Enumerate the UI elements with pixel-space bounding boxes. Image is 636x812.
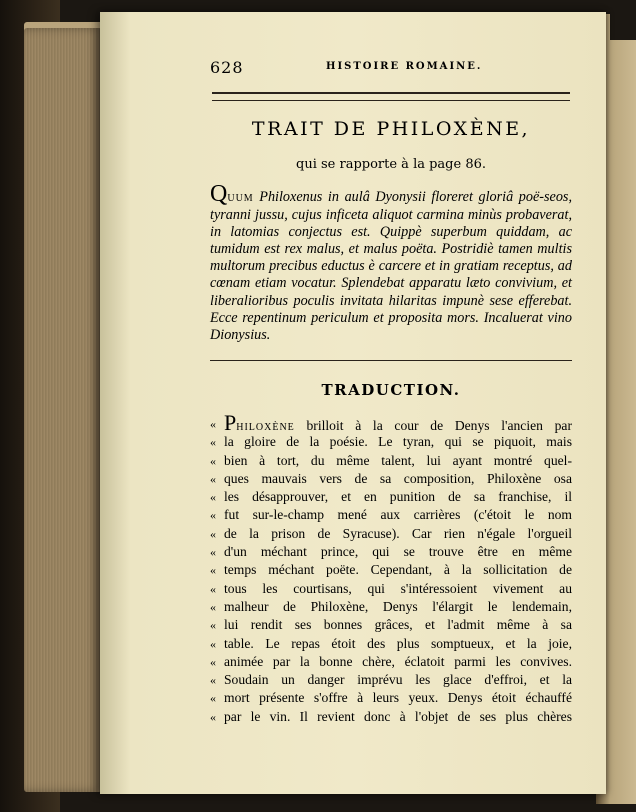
translation-line-text: par le vin. Il revient donc à l'objet de ses plus chères bbox=[224, 708, 572, 724]
translation-line bbox=[210, 452, 572, 470]
translation-line-text: la gloire de la poésie. Le tyran, qui se piquoit, mais bbox=[224, 434, 572, 450]
translation-line-text: Soudain un danger imprévu les glace d'effroi, et la bbox=[224, 672, 572, 688]
quote-mark: « bbox=[210, 673, 216, 688]
translation-line bbox=[210, 470, 572, 488]
translation-line bbox=[210, 616, 572, 634]
translation-line bbox=[210, 506, 572, 524]
translation-line-text: ques mauvais vers de sa composition, Philoxène osa bbox=[224, 470, 572, 486]
translation-smallcaps: HILOXÈNE bbox=[236, 422, 295, 433]
quote-mark: « bbox=[210, 526, 216, 541]
quote-mark: « bbox=[210, 508, 216, 523]
quote-mark: « bbox=[210, 563, 216, 578]
translation-line-text: les désapprouver, et en punition de sa franchise, il bbox=[224, 489, 572, 505]
page-edges-stack bbox=[24, 28, 102, 792]
translation-line-text: animée par la bonne chère, éclatoit parmi les convives. bbox=[224, 653, 572, 669]
quote-mark: « bbox=[210, 691, 216, 706]
translation-line-text: de la prison de Syracuse). Car rien n'égale l'orgueil bbox=[224, 525, 572, 541]
running-title: HISTOIRE ROMAINE. bbox=[326, 61, 483, 72]
translation-line bbox=[210, 598, 572, 616]
background-corner bbox=[610, 0, 636, 40]
translation-line-text: lui rendit ses bonnes grâces, et l'admit même à sa bbox=[224, 617, 572, 633]
translation-lines bbox=[210, 433, 572, 726]
translation-line bbox=[210, 671, 572, 689]
translation-heading: TRADUCTION. bbox=[321, 381, 461, 399]
quote-mark: « bbox=[210, 599, 216, 614]
translation-line bbox=[210, 561, 572, 579]
translation-line bbox=[210, 689, 572, 707]
translation-line-text bbox=[224, 415, 572, 433]
translation-first-rest: brilloit à la cour de Denys l'ancien par bbox=[294, 418, 572, 433]
translation-line-text: d'un méchant prince, qui se trouve être en même bbox=[224, 544, 572, 560]
translation-line bbox=[210, 635, 572, 653]
translation-line bbox=[210, 433, 572, 451]
translation-line bbox=[210, 525, 572, 543]
header-double-rule bbox=[212, 92, 570, 101]
quote-mark: « bbox=[210, 545, 216, 560]
quote-mark: « bbox=[210, 709, 216, 724]
translation-line bbox=[210, 488, 572, 506]
translation-line bbox=[210, 415, 572, 433]
latin-dropcap: Q bbox=[210, 181, 228, 207]
translation-line-text: temps méchant poëte. Cependant, à la sollicitation de bbox=[224, 562, 572, 578]
translation-line-text: mort présente s'offre à leurs yeux. Denys étoit échauffé bbox=[224, 690, 572, 706]
translation-line-text: tous les courtisans, qui s'intéressoient vivement au bbox=[224, 580, 572, 596]
translation-line bbox=[210, 653, 572, 671]
page-header bbox=[210, 58, 580, 78]
latin-smallcaps: UUM bbox=[227, 193, 254, 204]
quote-mark: « bbox=[210, 417, 216, 431]
quote-mark: « bbox=[210, 636, 216, 651]
translation-line bbox=[210, 543, 572, 561]
translation-passage bbox=[210, 415, 572, 726]
section-rule bbox=[210, 360, 572, 361]
quote-mark: « bbox=[210, 490, 216, 505]
chapter-subtitle: qui se rapporte à la page 86. bbox=[296, 157, 486, 172]
latin-text: Philoxenus in aulâ Dyonysii floreret gloriâ poë-seos, tyranni jussu, cujus inficeta aliquot carmina minùs probaverat, in latomias conjectus est. Quippè superbum quiddam, ac tumidum est rex malus, et malus poëta. Postridiè tamen multis multorum precibus eductus è carcere et in gratiam receptus, ad cœnam etiam vocatur. Splendebat apparatu læto convivium, et liberalioribus poculis invitata hilaritas impunè sese efferebat. Ecce repentinum periculum et proposita mors. Incaluerat vino Dionysius. bbox=[210, 189, 572, 343]
quote-mark: « bbox=[210, 471, 216, 486]
translation-line-text: bien à tort, du même talent, lui ayant montré quel- bbox=[224, 452, 572, 468]
chapter-title: TRAIT DE PHILOXÈNE, bbox=[251, 118, 531, 140]
translation-line-text: table. Le repas étoit des plus somptueux, et la joie, bbox=[224, 635, 572, 651]
translation-line bbox=[210, 708, 572, 726]
quote-mark: « bbox=[210, 435, 216, 450]
translation-initial: P bbox=[224, 415, 237, 434]
latin-passage bbox=[210, 181, 572, 344]
quote-mark: « bbox=[210, 618, 216, 633]
translation-line-text: malheur de Philoxène, Denys l'élargit le lendemain, bbox=[224, 598, 572, 614]
translation-line bbox=[210, 580, 572, 598]
page-number: 628 bbox=[210, 58, 244, 77]
quote-mark: « bbox=[210, 453, 216, 468]
quote-mark: « bbox=[210, 654, 216, 669]
quote-mark: « bbox=[210, 581, 216, 596]
translation-line-text: fut sur-le-champ mené aux carrières (c'étoit le nom bbox=[224, 507, 572, 523]
